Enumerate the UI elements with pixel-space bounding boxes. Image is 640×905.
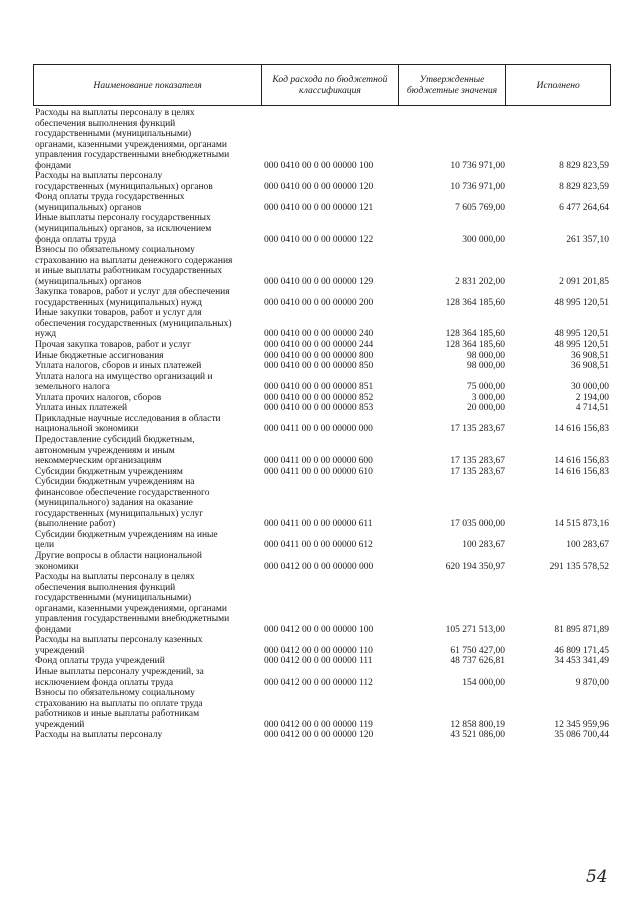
row-name-line: учреждений bbox=[35, 645, 85, 656]
row-name-line: Субсидии бюджетным учреждениям на bbox=[35, 477, 195, 488]
row-code: 000 0412 00 0 00 00000 112 bbox=[264, 677, 373, 688]
row-code: 000 0410 00 0 00 00000 120 bbox=[264, 181, 374, 192]
row-executed: 14 616 156,83 bbox=[554, 466, 609, 477]
row-name bbox=[33, 477, 262, 530]
row-name-line: финансовое обеспечение государственного bbox=[35, 487, 210, 498]
row-name bbox=[33, 171, 262, 192]
row-executed: 8 829 823,59 bbox=[559, 160, 609, 171]
row-name-line: органами, казенными учреждениями, органами bbox=[35, 139, 227, 150]
row-code: 000 0411 00 0 00 00000 611 bbox=[264, 519, 373, 530]
row-code: 000 0410 00 0 00 00000 853 bbox=[264, 403, 374, 414]
row-approved: 105 271 513,00 bbox=[445, 624, 505, 635]
table-row bbox=[33, 171, 611, 192]
row-name-line: Иные бюджетные ассигнования bbox=[35, 350, 164, 361]
row-approved: 43 521 086,00 bbox=[450, 730, 505, 741]
row-name-line: Фонд оплаты труда учреждений bbox=[35, 656, 165, 667]
row-executed: 14 515 873,16 bbox=[554, 519, 609, 530]
row-name bbox=[33, 730, 262, 741]
table-row bbox=[33, 308, 611, 340]
row-code: 000 0410 00 0 00 00000 129 bbox=[264, 276, 374, 287]
page-number: 54 bbox=[586, 867, 608, 887]
row-name-line: управления государственными внебюджетными bbox=[35, 614, 230, 625]
table-row bbox=[33, 635, 611, 656]
row-approved: 17 035 000,00 bbox=[450, 519, 505, 530]
row-executed: 35 086 700,44 bbox=[554, 730, 609, 741]
row-executed: 48 995 120,51 bbox=[554, 329, 609, 340]
row-code: 000 0412 00 0 00 00000 119 bbox=[264, 719, 373, 730]
table-row bbox=[33, 361, 611, 372]
row-name-line: Уплата иных платежей bbox=[35, 403, 128, 414]
row-name-line: государственными (муниципальными) bbox=[35, 593, 192, 604]
row-name-line: и иные выплаты работникам государственных bbox=[35, 266, 222, 277]
row-name-line: обеспечения выполнения функций bbox=[35, 118, 176, 129]
row-code: 000 0410 00 0 00 00000 851 bbox=[264, 382, 374, 393]
row-name bbox=[33, 467, 262, 478]
row-name-line: страхованию на выплаты денежного содержания bbox=[35, 255, 233, 266]
row-name bbox=[33, 688, 262, 730]
row-name-line: национальной экономики bbox=[35, 424, 139, 435]
row-name-line: нужд bbox=[35, 329, 57, 340]
row-approved: 17 135 283,67 bbox=[450, 466, 505, 477]
row-name-line: учреждений bbox=[35, 719, 85, 730]
table-row bbox=[33, 340, 611, 351]
row-name bbox=[33, 403, 262, 414]
row-name bbox=[33, 108, 262, 171]
row-name-line: (муниципальных) органов bbox=[35, 276, 142, 287]
row-approved: 2 831 202,00 bbox=[455, 276, 505, 287]
header-code: Код расхода по бюджетной классификация bbox=[262, 65, 399, 105]
row-code: 000 0410 00 0 00 00000 121 bbox=[264, 202, 374, 213]
row-executed: 2 091 201,85 bbox=[559, 276, 609, 287]
row-name-line: управления государственными внебюджетными bbox=[35, 150, 230, 161]
row-code: 000 0411 00 0 00 00000 600 bbox=[264, 456, 373, 467]
row-approved: 128 364 185,60 bbox=[445, 340, 505, 351]
row-name-line: (муниципального) задания на оказание bbox=[35, 498, 193, 509]
row-name-line: Фонд оплаты труда государственных bbox=[35, 192, 185, 203]
row-name-line: фондами bbox=[35, 160, 72, 171]
row-name-line: Предоставление субсидий бюджетным, bbox=[35, 434, 195, 445]
row-approved: 61 750 427,00 bbox=[450, 645, 505, 656]
row-executed: 12 345 959,96 bbox=[554, 719, 609, 730]
row-name bbox=[33, 361, 262, 372]
table-row bbox=[33, 213, 611, 245]
row-code: 000 0412 00 0 00 00000 120 bbox=[264, 730, 374, 741]
row-name-line: органами, казенными учреждениями, органами bbox=[35, 603, 227, 614]
row-name-line: страхованию на выплаты по оплате труда bbox=[35, 698, 203, 709]
row-executed: 14 616 156,83 bbox=[554, 424, 609, 435]
row-approved: 620 194 350,97 bbox=[445, 561, 505, 572]
row-code: 000 0410 00 0 00 00000 800 bbox=[264, 350, 374, 361]
row-name bbox=[33, 287, 262, 308]
row-name bbox=[33, 372, 262, 393]
row-name-line: некоммерческим организациям bbox=[35, 456, 162, 467]
row-approved: 154 000,00 bbox=[462, 677, 505, 688]
row-name-line: (муниципальных) органов, за исключением bbox=[35, 224, 212, 235]
row-name-line: Иные закупки товаров, работ и услуг для bbox=[35, 308, 202, 319]
row-executed: 2 194,00 bbox=[575, 392, 609, 403]
row-name bbox=[33, 414, 262, 435]
table-row bbox=[33, 403, 611, 414]
row-code: 000 0410 00 0 00 00000 100 bbox=[264, 160, 374, 171]
row-name bbox=[33, 530, 262, 551]
row-executed: 48 995 120,51 bbox=[554, 340, 609, 351]
row-name-line: Расходы на выплаты персоналу в целях bbox=[35, 108, 195, 118]
table-row bbox=[33, 467, 611, 478]
table-row bbox=[33, 435, 611, 467]
row-name-line: государственных (муниципальных) органов bbox=[35, 181, 213, 192]
row-approved: 75 000,00 bbox=[467, 382, 505, 393]
row-name-line: обеспечения государственных (муниципальных) bbox=[35, 318, 232, 329]
row-code: 000 0412 00 0 00 00000 000 bbox=[264, 561, 374, 572]
table-row bbox=[33, 530, 611, 551]
row-approved: 12 858 800,19 bbox=[450, 719, 505, 730]
row-name-line: (муниципальных) органов bbox=[35, 202, 142, 213]
row-executed: 46 809 171,45 bbox=[554, 645, 609, 656]
row-executed: 8 829 823,59 bbox=[559, 181, 609, 192]
row-approved: 128 364 185,60 bbox=[445, 297, 505, 308]
row-name-line: Взносы по обязательному социальному bbox=[35, 245, 195, 256]
row-approved: 10 736 971,00 bbox=[450, 181, 505, 192]
row-code: 000 0410 00 0 00 00000 240 bbox=[264, 329, 374, 340]
row-code: 000 0411 00 0 00 00000 610 bbox=[264, 466, 373, 477]
row-executed: 6 477 264,64 bbox=[559, 202, 609, 213]
row-name bbox=[33, 635, 262, 656]
row-code: 000 0411 00 0 00 00000 612 bbox=[264, 540, 373, 551]
table-row bbox=[33, 372, 611, 393]
row-executed: 261 357,10 bbox=[566, 234, 609, 245]
table-row bbox=[33, 688, 611, 730]
row-name-line: государственными (муниципальными) bbox=[35, 129, 192, 140]
row-name-line: Расходы на выплаты персоналу bbox=[35, 730, 163, 741]
row-name-line: Прикладные научные исследования в области bbox=[35, 413, 221, 424]
row-executed: 9 870,00 bbox=[575, 677, 609, 688]
row-name-line: (выполнение работ) bbox=[35, 519, 116, 530]
table-row bbox=[33, 245, 611, 287]
table-row bbox=[33, 414, 611, 435]
row-name-line: автономным учреждениям и иным bbox=[35, 445, 175, 456]
row-name-line: работников и иные выплаты работникам bbox=[35, 709, 200, 720]
header-name: Наименование показателя bbox=[34, 65, 262, 105]
row-executed: 81 895 871,89 bbox=[554, 624, 609, 635]
row-name bbox=[33, 192, 262, 213]
row-name bbox=[33, 308, 262, 340]
row-code: 000 0410 00 0 00 00000 852 bbox=[264, 392, 374, 403]
row-approved: 300 000,00 bbox=[462, 234, 505, 245]
table-row bbox=[33, 551, 611, 572]
row-code: 000 0410 00 0 00 00000 200 bbox=[264, 297, 374, 308]
row-name-line: обеспечения выполнения функций bbox=[35, 582, 176, 593]
row-approved: 100 283,67 bbox=[462, 540, 505, 551]
row-executed: 48 995 120,51 bbox=[554, 297, 609, 308]
row-name bbox=[33, 213, 262, 245]
row-approved: 7 605 769,00 bbox=[455, 202, 505, 213]
row-executed: 30 000,00 bbox=[571, 382, 609, 393]
row-name-line: экономики bbox=[35, 561, 79, 572]
table-row bbox=[33, 477, 611, 530]
row-name-line: исключением фонда оплаты труда bbox=[35, 677, 174, 688]
row-name bbox=[33, 667, 262, 688]
row-approved: 17 135 283,67 bbox=[450, 456, 505, 467]
row-approved: 20 000,00 bbox=[467, 403, 505, 414]
row-executed: 4 714,51 bbox=[575, 403, 609, 414]
row-name-line: Уплата налогов, сборов и иных платежей bbox=[35, 361, 202, 372]
row-approved: 17 135 283,67 bbox=[450, 424, 505, 435]
row-name bbox=[33, 656, 262, 667]
row-approved: 48 737 626,81 bbox=[450, 656, 505, 667]
row-name bbox=[33, 393, 262, 404]
table-row bbox=[33, 730, 611, 741]
header-approved: Утвержденные бюджетные значения bbox=[399, 65, 507, 105]
row-approved: 98 000,00 bbox=[467, 361, 505, 372]
row-name-line: Субсидии бюджетным учреждениям на иные bbox=[35, 529, 218, 540]
row-code: 000 0412 00 0 00 00000 110 bbox=[264, 645, 373, 656]
row-approved: 128 364 185,60 bbox=[445, 329, 505, 340]
row-name-line: Уплата прочих налогов, сборов bbox=[35, 392, 162, 403]
row-name-line: Расходы на выплаты персоналу в целях bbox=[35, 572, 195, 583]
row-code: 000 0412 00 0 00 00000 100 bbox=[264, 624, 374, 635]
table-row bbox=[33, 287, 611, 308]
row-name-line: Взносы по обязательному социальному bbox=[35, 688, 195, 699]
row-name-line: Иные выплаты персоналу государственных bbox=[35, 213, 211, 224]
row-name-line: фонда оплаты труда bbox=[35, 234, 116, 245]
row-name bbox=[33, 340, 262, 351]
row-name-line: Расходы на выплаты персоналу bbox=[35, 171, 163, 182]
table-row bbox=[33, 667, 611, 688]
row-name bbox=[33, 435, 262, 467]
table-row bbox=[33, 656, 611, 667]
row-name bbox=[33, 351, 262, 362]
row-executed: 34 453 341,49 bbox=[554, 656, 609, 667]
row-name-line: Другие вопросы в области национальной bbox=[35, 550, 202, 561]
row-name bbox=[33, 551, 262, 572]
row-name bbox=[33, 245, 262, 287]
row-executed: 36 908,51 bbox=[571, 361, 609, 372]
row-name-line: цели bbox=[35, 540, 55, 551]
row-code: 000 0411 00 0 00 00000 000 bbox=[264, 424, 373, 435]
row-name-line: Закупка товаров, работ и услуг для обеспечения bbox=[35, 287, 230, 298]
row-code: 000 0412 00 0 00 00000 111 bbox=[264, 656, 373, 667]
header-executed: Исполнено bbox=[536, 79, 580, 91]
row-name-line: земельного налога bbox=[35, 382, 110, 393]
row-code: 000 0410 00 0 00 00000 122 bbox=[264, 234, 374, 245]
row-name bbox=[33, 572, 262, 635]
table-row bbox=[33, 393, 611, 404]
table-row bbox=[33, 572, 611, 635]
row-name-line: фондами bbox=[35, 624, 72, 635]
table-header bbox=[33, 64, 611, 106]
table-row bbox=[33, 108, 611, 171]
row-approved: 3 000,00 bbox=[471, 392, 505, 403]
row-executed: 291 135 578,52 bbox=[549, 561, 609, 572]
row-approved: 98 000,00 bbox=[467, 350, 505, 361]
row-name-line: Уплата налога на имущество организаций и bbox=[35, 371, 213, 382]
row-name-line: Субсидии бюджетным учреждениям bbox=[35, 466, 183, 477]
row-executed: 36 908,51 bbox=[571, 350, 609, 361]
row-name-line: государственных (муниципальных) услуг bbox=[35, 508, 204, 519]
row-name-line: Иные выплаты персоналу учреждений, за bbox=[35, 666, 204, 677]
row-name-line: государственных (муниципальных) нужд bbox=[35, 297, 202, 308]
row-name-line: Расходы на выплаты персоналу казенных bbox=[35, 635, 203, 646]
table-body bbox=[33, 108, 611, 741]
row-name-line: Прочая закупка товаров, работ и услуг bbox=[35, 340, 192, 351]
row-executed: 14 616 156,83 bbox=[554, 456, 609, 467]
row-code: 000 0410 00 0 00 00000 244 bbox=[264, 340, 374, 351]
table-row bbox=[33, 351, 611, 362]
table-row bbox=[33, 192, 611, 213]
row-approved: 10 736 971,00 bbox=[450, 160, 505, 171]
row-code: 000 0410 00 0 00 00000 850 bbox=[264, 361, 374, 372]
row-executed: 100 283,67 bbox=[566, 540, 609, 551]
